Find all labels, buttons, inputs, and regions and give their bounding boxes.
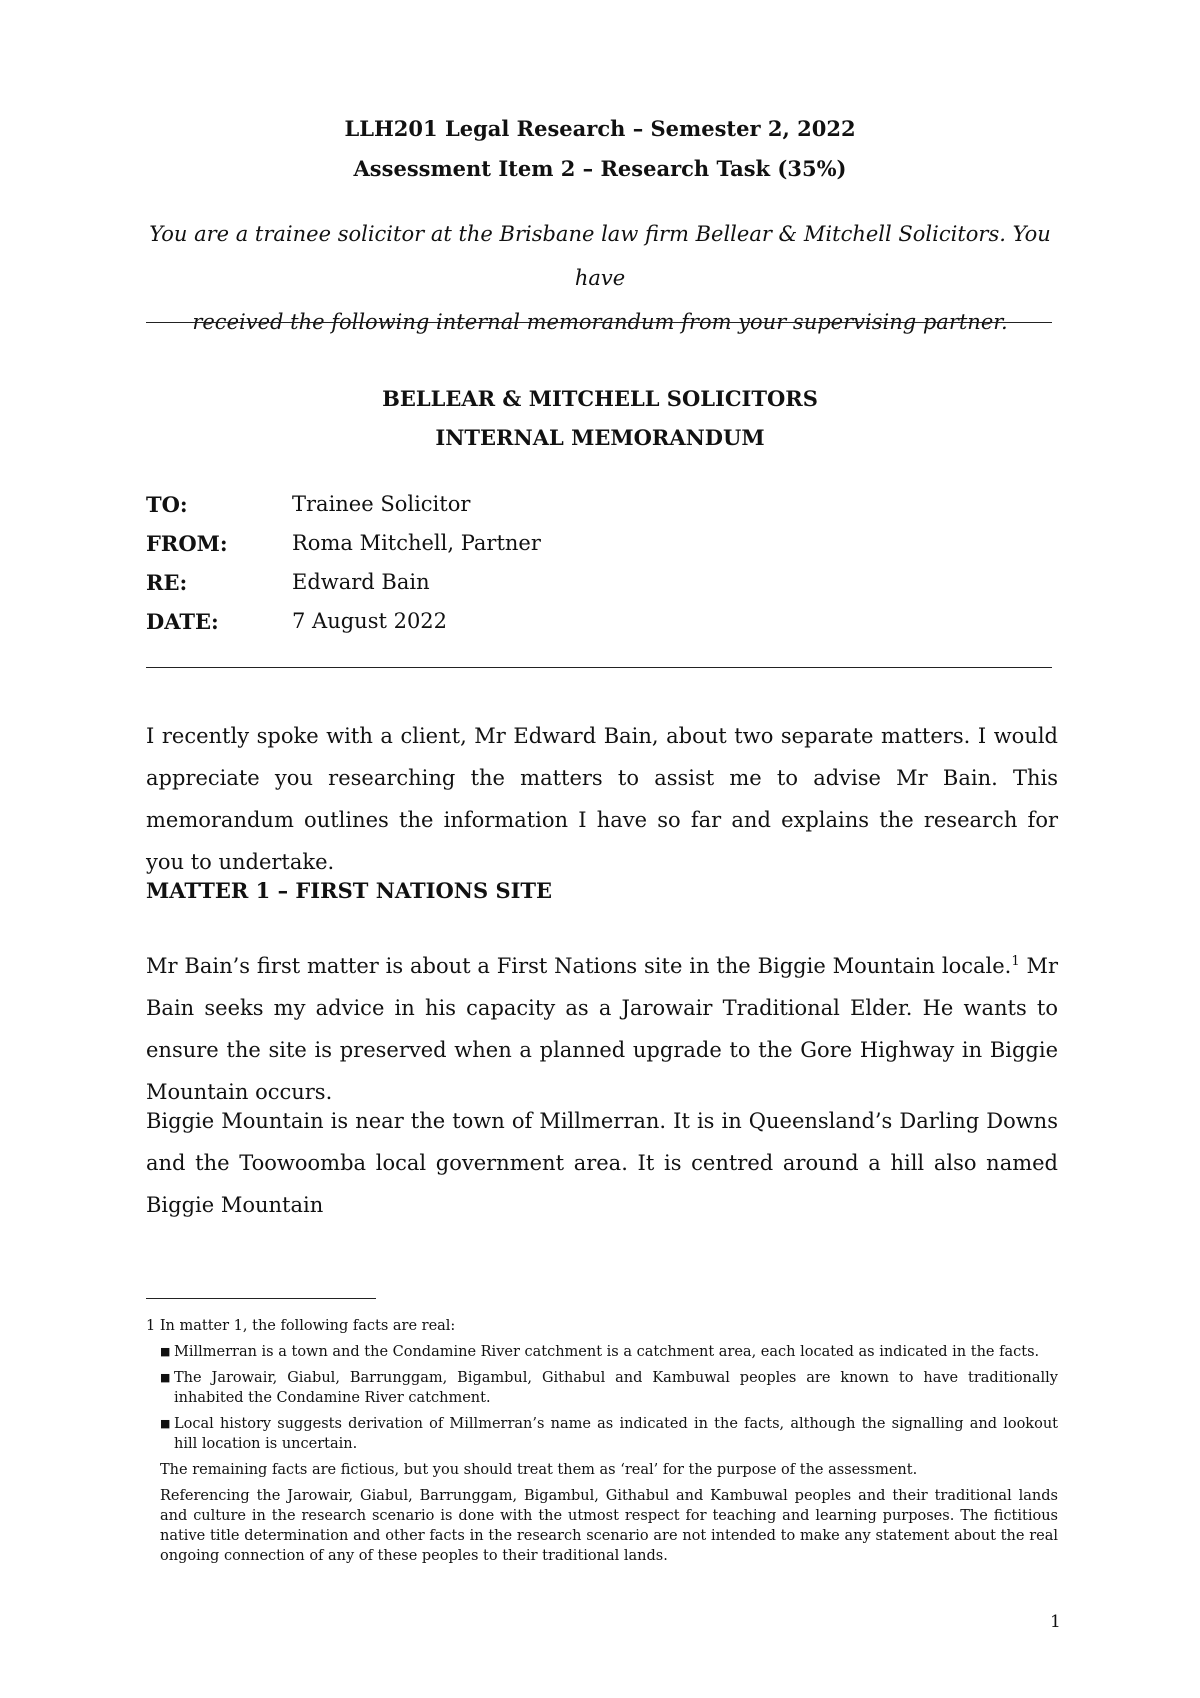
intro-line-1: You are a trainee solicitor at the Brisbane law firm Bellear & Mitchell Solicitors. You have: [149, 222, 1051, 290]
memo-value: 7 August 2022: [292, 609, 448, 633]
matter-1-heading: MATTER 1 – FIRST NATIONS SITE: [146, 878, 553, 903]
bullet-icon: ■: [160, 1371, 171, 1384]
memo-type: INTERNAL MEMORANDUM: [435, 425, 765, 450]
page-number: 1: [1050, 1612, 1061, 1632]
memo-label: DATE:: [146, 609, 219, 634]
memo-value: Trainee Solicitor: [292, 492, 471, 516]
bullet-icon: ■: [160, 1345, 171, 1358]
memo-firm-name: BELLEAR & MITCHELL SOLICITORS: [382, 386, 818, 411]
footnote-note-2: Referencing the Jarowair, Giabul, Barrunggam, Bigambul, Githabul and Kambuwal peoples and their traditional lands and culture in the research scenario is done with the utmost respect for teaching and learning purposes. The fictitious native title determination and other facts in the research scenario are not intended to make any statement about the real ongoing connection of any of these peoples to their traditional lands.: [160, 1488, 1058, 1564]
intro-line-2: received the following internal memorandum from your supervising partner.: [192, 310, 1008, 334]
memo-label: FROM:: [146, 531, 228, 556]
footnote-list: [146, 1342, 1058, 1454]
footnotes: [146, 1316, 1058, 1566]
footnote-item-text: Millmerran is a town and the Condamine River catchment is a catchment area, each located as indicated in the facts.: [174, 1344, 1040, 1360]
memo-label: RE:: [146, 570, 188, 595]
list-item: [160, 1342, 1058, 1362]
divider-top: [146, 322, 1052, 323]
paragraph-text: Mr Bain’s first matter is about a First Nations site in the Biggie Mountain locale.: [146, 954, 1012, 978]
assessment-title: Assessment Item 2 – Research Task (35%): [353, 156, 847, 181]
footnote-reference[interactable]: 1: [1011, 954, 1020, 969]
list-item: [160, 1414, 1058, 1454]
footnote-note-1: The remaining facts are fictious, but you should treat them as ‘real’ for the purpose of the assessment.: [160, 1462, 918, 1478]
list-item: [160, 1368, 1058, 1408]
paragraph-text: Mr Bain seeks my advice in his capacity as a Jarowair Traditional Elder. He wants to ensure the site is preserved when a planned upgrade to the Gore Highway in Biggie Mountain occurs.: [146, 954, 1059, 1104]
matter-1-paragraph-1: [146, 945, 1058, 1113]
matter-1-paragraph-2: Biggie Mountain is near the town of Millmerran. It is in Queensland’s Darling Downs and the Toowoomba local government area. It is centred around a hill also named Biggie Mountain: [146, 1109, 1058, 1217]
footnote-item-text: The Jarowair, Giabul, Barrunggam, Bigambul, Githabul and Kambuwal peoples are known to have traditionally inhabited the Condamine River catchment.: [174, 1370, 1058, 1406]
memo-value: Edward Bain: [292, 570, 430, 594]
course-title: LLH201 Legal Research – Semester 2, 2022: [344, 116, 856, 141]
footnote-title: 1 In matter 1, the following facts are real:: [146, 1318, 456, 1334]
opening-paragraph: I recently spoke with a client, Mr Edward Bain, about two separate matters. I would appreciate you researching the matters to assist me to advise Mr Bain. This memorandum outlines the information I have so far and explains the research for you to undertake.: [146, 724, 1058, 874]
memo-value: Roma Mitchell, Partner: [292, 531, 541, 555]
intro-text: [146, 212, 1054, 344]
bullet-icon: ■: [160, 1417, 171, 1430]
memo-label: TO:: [146, 492, 188, 517]
divider-bottom: [146, 667, 1052, 668]
footnote-separator: [146, 1298, 376, 1299]
footnote-item-text: Local history suggests derivation of Millmerran’s name as indicated in the facts, although the signalling and lookout hill location is uncertain.: [174, 1416, 1058, 1452]
